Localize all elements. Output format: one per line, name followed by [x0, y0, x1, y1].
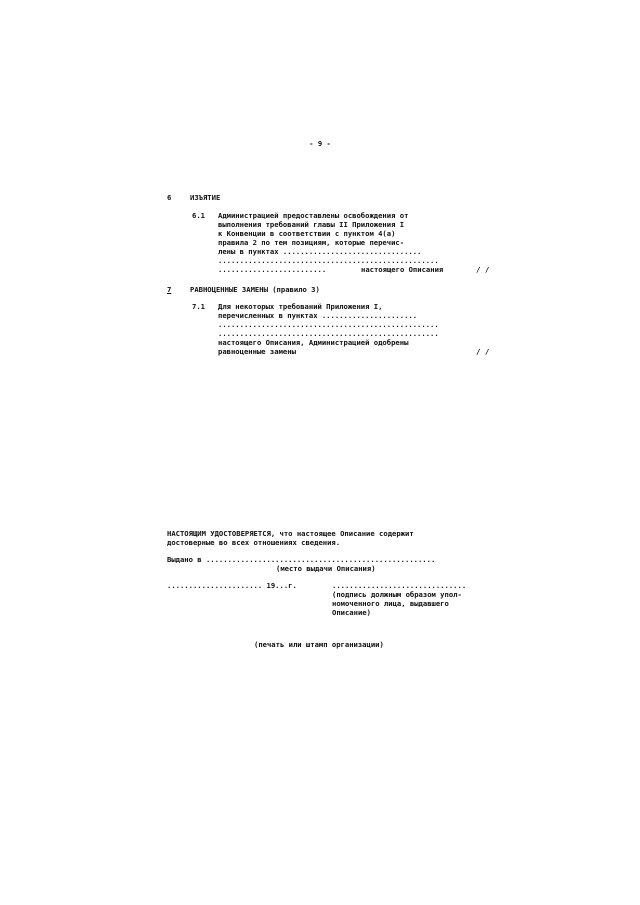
section-6-title: ИЗЪЯТИЕ — [190, 193, 221, 202]
item-6-1-line-5: лены в пунктах ................................ — [218, 247, 422, 256]
item-7-1-line-2: перечисленных в пунктах ...................... — [218, 311, 418, 320]
item-6-1-line-2: выполнения требований главы II Приложения I — [218, 220, 405, 229]
item-7-1-number: 7.1 — [192, 302, 205, 311]
section-7-title: РАВНОЦЕННЫЕ ЗАМЕНЫ (правило 3) — [190, 285, 320, 294]
section-6-number: 6 — [167, 193, 172, 202]
item-6-1-line-1: Администрацией предоставлены освобождения от — [218, 211, 409, 220]
signature-caption-line-3: Описание) — [332, 608, 371, 617]
page-number: - 9 - — [309, 139, 331, 148]
issued-place-line: Выдано в ..................................................... — [167, 555, 436, 564]
section-7-number: 7 — [167, 285, 172, 294]
seal-caption: (печать или штамп организации) — [254, 640, 384, 649]
item-6-1-tail-text: настоящего Описания — [361, 265, 444, 274]
date-line: ...................... 19...г. — [167, 581, 297, 590]
item-7-1-line-1: Для некоторых требований Приложения I, — [218, 302, 383, 311]
item-6-1-dot-line-2: ......................... — [218, 265, 327, 274]
item-6-1-number: 6.1 — [192, 211, 205, 220]
certification-line-1: НАСТОЯЩИМ УДОСТОВЕРЯЕТСЯ, что настоящее Описание содержит — [167, 529, 414, 538]
certification-line-2: достоверные во всех отношениях сведения. — [167, 538, 341, 547]
item-7-1-line-after: настоящего Описания, Администрацией одобрены — [218, 338, 409, 347]
item-7-1-dot-line-2: ................................................... — [218, 329, 439, 338]
signature-caption-line-1: (подпись должным образом упол- — [332, 590, 462, 599]
item-6-1-line-4: правила 2 по тем позициям, которые перечис- — [218, 238, 405, 247]
section-6-checkbox-bracket: / / — [476, 265, 490, 274]
item-7-1-line-last: равноценные замены — [218, 347, 296, 356]
item-6-1-line-3: к Конвенции в соответствии с пунктом 4(а) — [218, 229, 396, 238]
section-7-checkbox-bracket: / / — [476, 347, 490, 356]
signature-caption-line-2: номоченного лица, выдавшего — [332, 599, 449, 608]
signature-dot-line: ............................... — [332, 581, 467, 590]
item-7-1-dot-line-1: ................................................... — [218, 320, 439, 329]
place-caption: (место выдачи Описания) — [276, 564, 376, 573]
item-6-1-dot-line-1: ................................................... — [218, 256, 439, 265]
